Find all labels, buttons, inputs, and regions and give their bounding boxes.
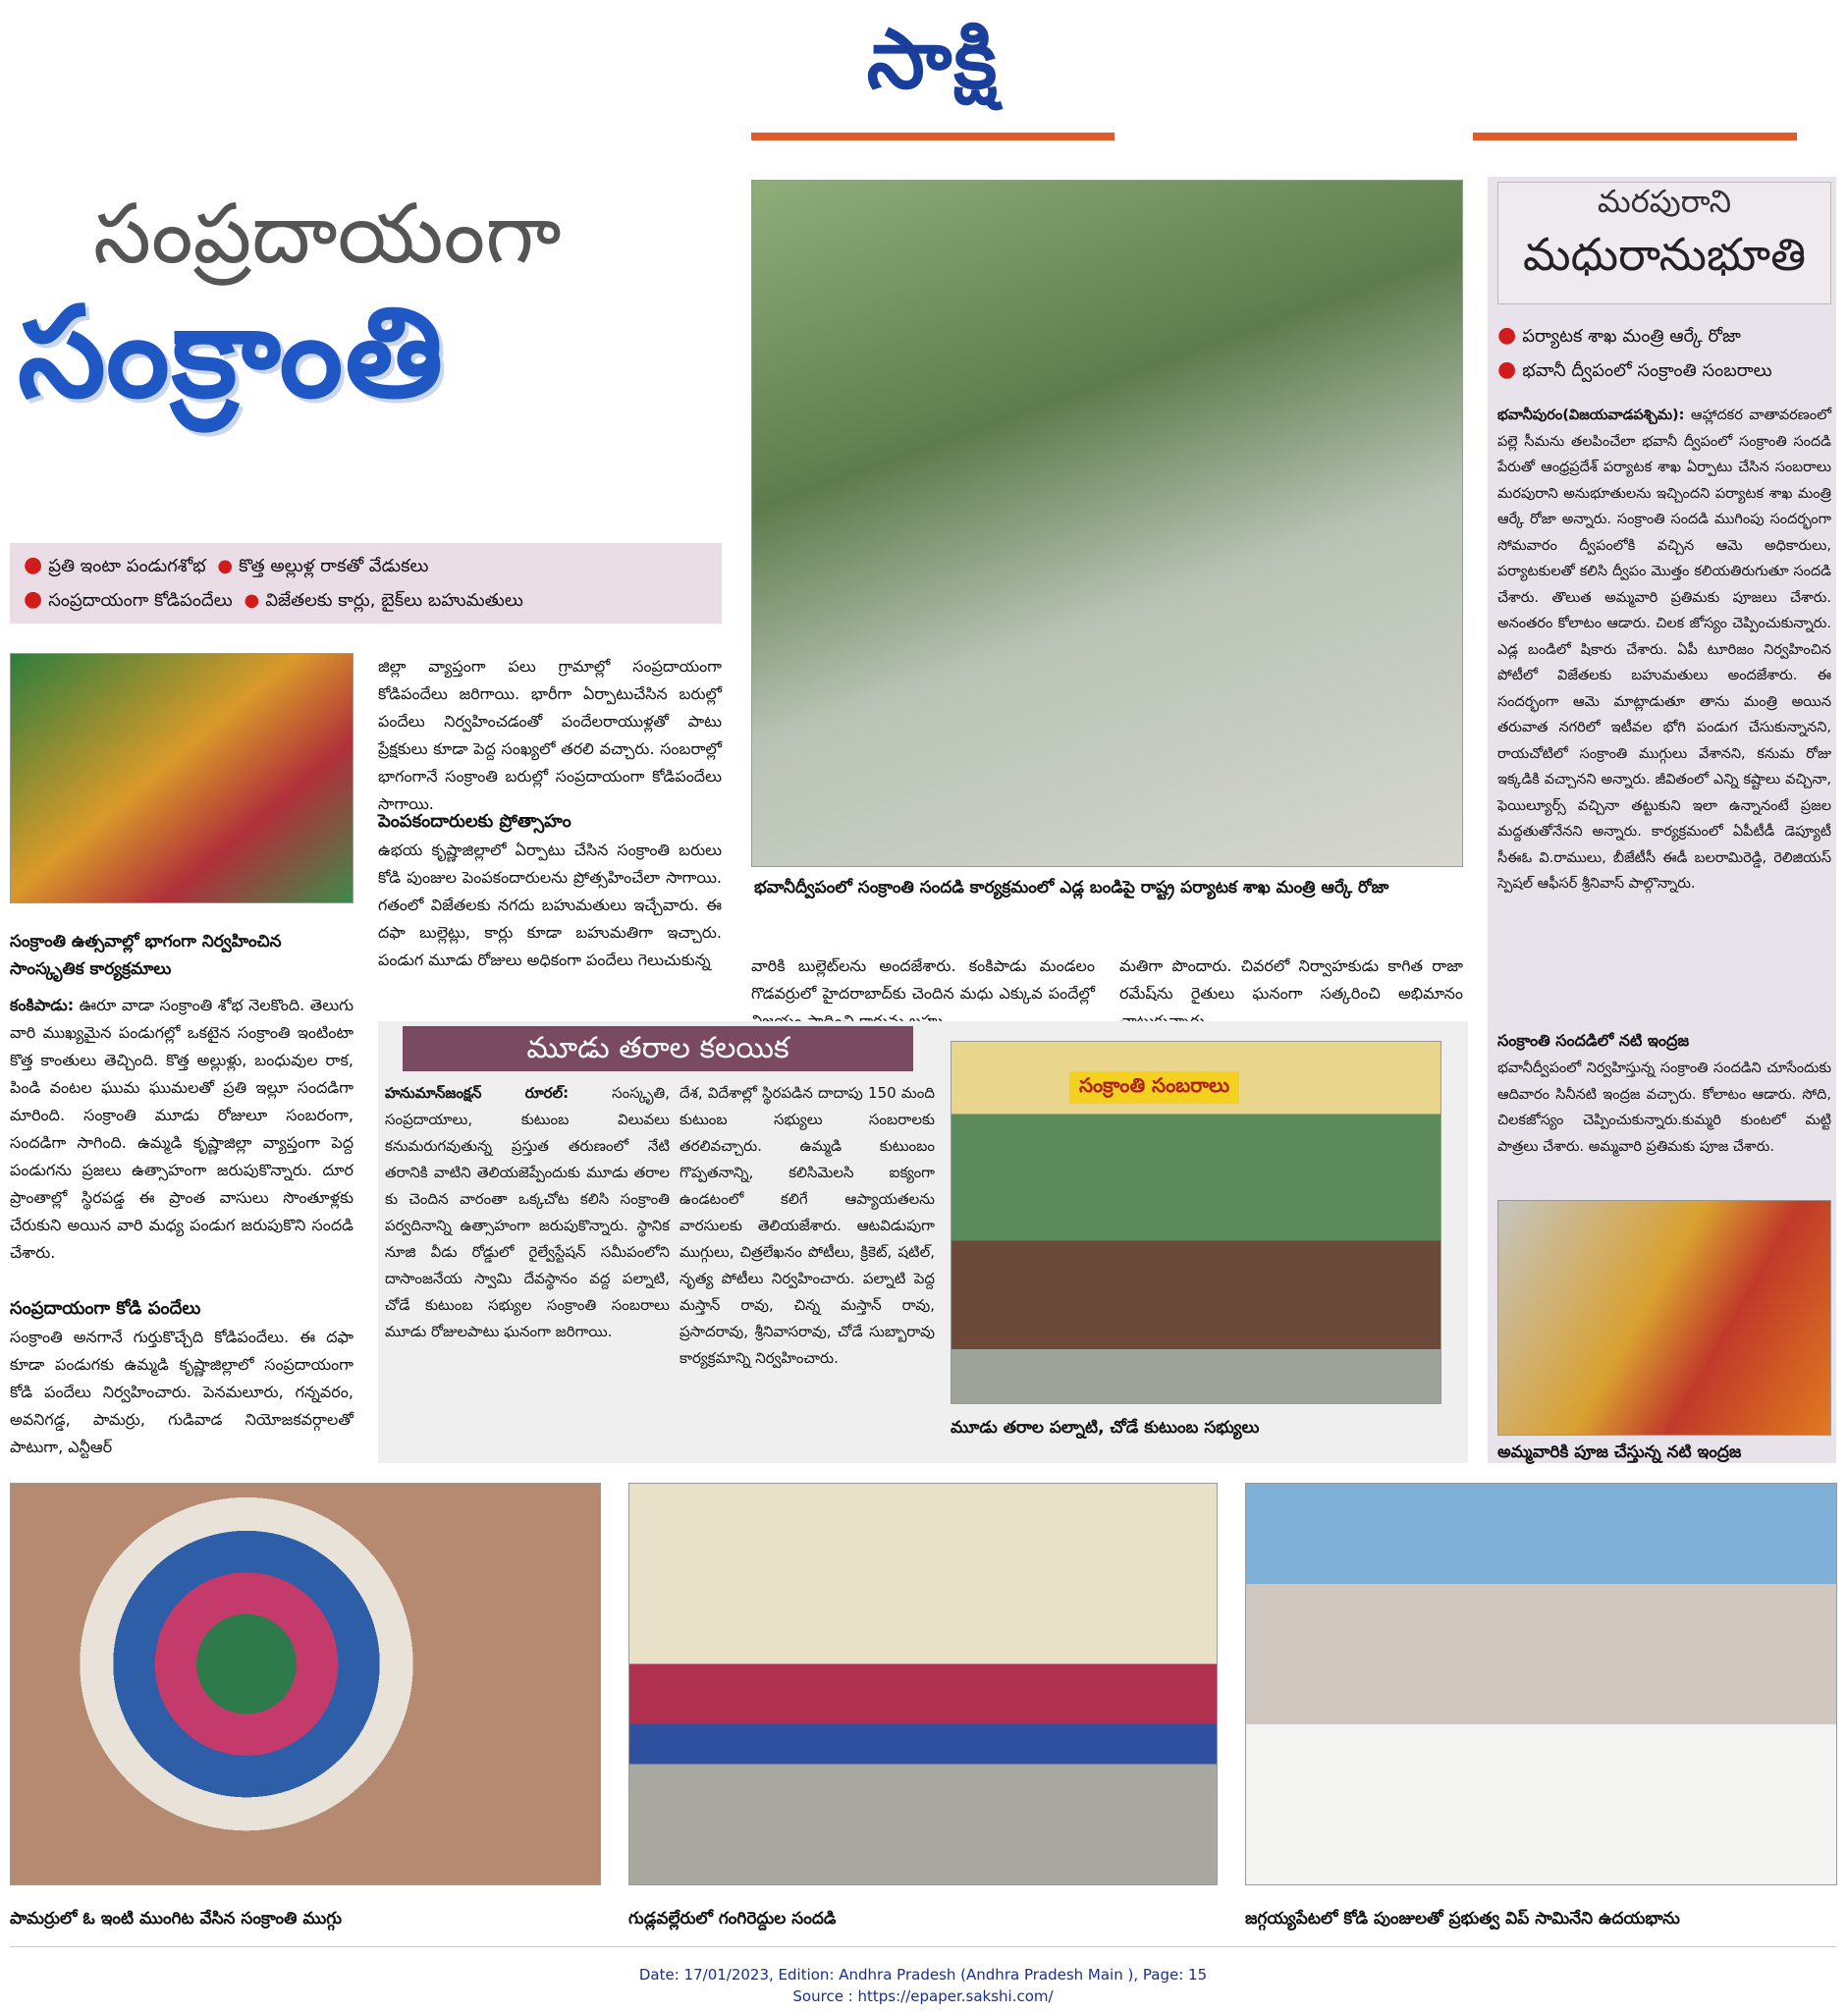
three-generations-body: సంస్కృతి, సంప్రదాయాలు, కుటుంబ విలువలు కనుమరుగవుతున్న ప్రస్తుత తరుణంలో నేటి తరానికి వాటిని తెలియజెప్పేందుకు మూడు తరాల కు చెందిన వారంతా ఒక్కచోట కలిసి సంక్రాంతి పర్వదినాన్ని ఉత్సాహంగా జరుపుకొన్నారు. స్థానిక నూజి వీడు రోడ్డులో రైల్వేస్టేషన్‌ సమీపంలోని దాసాంజనేయ స్వామి దేవస్థానం వద్ద పల్నాటి, చోడే కుటుంబ సభ్యుల సంక్రాంతి సంబరాలు మూడు రోజులపాటు ఘనంగా జరిగాయి. — [385, 1084, 670, 1340]
sidebar-title-line2: మధురానుభూతి — [1522, 228, 1807, 281]
left-story-text-2: సంక్రాంతి అనగానే గుర్తుకొచ్చేది కోడిపందేలు. ఈ దఫా కూడా పండుగకు ఉమ్మడి కృష్ణాజిల్లాలో సంప్రదాయంగా కోడి పందేలు నిర్వహించారు. పెనమలూరు, గన్నవరం, అవనిగడ్డ, పామర్రు, గుడివాడ నియోజకవర్గాలతో పాటుగా, ఎన్టీఆర్ — [10, 1328, 353, 1456]
three-generations-lead: హనుమాన్‌జంక్షన్‌ రూరల్‌: — [385, 1084, 570, 1102]
header-rule-right — [1473, 133, 1797, 140]
center-right-column-text: మతిగా పొందారు. చివరలో నిర్వాహకుడు కాగిత రాజా రమేష్‌ను రైతులు ఘనంగా సత్కరించి అభిమానం — [1119, 956, 1463, 1003]
header-rule-left — [751, 133, 1114, 140]
highlight-item: సంప్రదాయంగా కోడిపందేలు — [48, 590, 233, 611]
highlight-row — [24, 549, 708, 583]
bottom-caption-3: జగ్గయ్యపేటలో కోడి పుంజులతో ప్రభుత్వ విప్‌ సామినేని ఉదయభాను — [1245, 1909, 1680, 1929]
bullet-dot-icon: ● — [24, 553, 43, 577]
headline-line2: సంక్రాంతి — [18, 280, 446, 426]
headline-line1: సంప్రదాయంగా — [93, 186, 562, 282]
sidebar-bullets — [1497, 319, 1831, 388]
three-generations-title: మూడు తరాల కలయిక — [403, 1026, 913, 1071]
bullet-dot-icon: ● — [1497, 357, 1517, 382]
sidebar-bullet-text: భవానీ ద్వీపంలో సంక్రాంతి సంబరాలు — [1522, 360, 1772, 381]
sidebar-story-text — [1497, 403, 1831, 898]
footer-date: Date: 17/01/2023, Edition: Andhra Pradesh (Andhra Pradesh Main ), Page: 15 — [638, 1966, 1208, 1984]
masthead-logo: సాక్షి — [866, 11, 1000, 107]
left-story-lead: కంకిపాడు: — [10, 996, 75, 1014]
highlights-box — [10, 543, 722, 624]
highlight-item: విజేతలకు కార్లు, బైక్‌లు బహుమతులు — [265, 590, 523, 611]
highlight-row — [24, 583, 708, 618]
middle-column-text: జిల్లా వ్యాప్తంగా పలు గ్రామాల్లో సంప్రదాయంగా కోడిపందేలు జరిగాయి. భారీగా ఏర్పాటుచేసిన బరుల్లో పందేలు నిర్వహించడంతో పందేలరాయుళ్లతో పాటు ప్రేక్షకులు కూడా పెద్ద సంఖ్యలో తరలి వచ్చారు. సంబరాల్లో భాగంగానే సంక్రాంతి బరుల్లో సంప్రదాయంగా కోడిపందేలు సాగాయి. — [378, 657, 722, 813]
bullet-dot-icon: ● — [1497, 323, 1517, 348]
family-photo-banner: సంక్రాంతి సంబరాలు — [1069, 1071, 1239, 1104]
sidebar-title-line1: మరపురాని — [1597, 183, 1732, 220]
sidebar-story-text-2: భవానీద్వీపంలో నిర్వహిస్తున్న సంక్రాంతి సందడిని చూసేందుకు ఆదివారం సినీనటి ఇంద్రజ వచ్చారు. కోలాటం ఆడారు. సోది, చిలకజోస్యం చెప్పించుకున్నారు.కుమ్మరి కుంటలో మట్టి పాత్రలు చేశారు. అమ్మవారి ప్రతిమకు పూజ చేశారు. — [1497, 1061, 1831, 1155]
three-generations-col2: దేశ, విదేశాల్లో స్థిరపడిన దాదాపు 150 మంది కుటుంబ సభ్యులు సంబరాలకు తరలివచ్చారు. ఉమ్మడి కుటుంబం గొప్పతనాన్ని, కలిసిమెలసి ఐక్యంగా ఉండటంలో కలిగే ఆప్యాయతలను వారసులకు తెలియజేశారు. ఆటవిడుపుగా ముగ్గులు, చిత్రలేఖనం పోటీలు, క్రికెట్‌, షటిల్‌, నృత్య పోటీలు నిర్వహించారు. పల్నాటి పెద్ద మస్తాన్‌ రావు, చిన్న మస్తాన్‌ రావు, ప్రసాదరావు, శ్రీనివాసరావు, చోడే సుబ్బారావు కార్యక్రమాన్ని నిర్వహించారు. — [679, 1084, 935, 1367]
sidebar-story-lead: భవానీపురం(విజయవాడపశ్చిమ): — [1497, 408, 1685, 423]
bottom-caption-2: గుడ్లవల్లేరులో గంగిరెద్దుల సందడి — [628, 1909, 837, 1929]
sidebar-title-box — [1497, 182, 1831, 304]
family-photo — [951, 1041, 1441, 1404]
three-generations-col1 — [385, 1080, 670, 1345]
highlight-item: ప్రతి ఇంటా పండుగశోభ — [48, 556, 206, 576]
left-photo-caption: సంక్రాంతి ఉత్సవాల్లో భాగంగా నిర్వహించిన సాంస్కృతిక కార్యక్రమాలు — [10, 932, 282, 979]
family-photo-caption: మూడు తరాల పల్నాటి, చోడే కుటుంబ సభ్యులు — [951, 1418, 1260, 1438]
bullet-dot-icon: ● — [244, 590, 260, 611]
bottom-photo-muggu — [10, 1483, 601, 1885]
indraja-photo-caption: అమ్మవారికి పూజ చేస్తున్న నటి ఇంద్రజ — [1497, 1442, 1742, 1462]
sidebar-story-body: ఆహ్లాదకర వాతావరణంలో పల్లె సీమను తలపించేలా భవానీ ద్వీపంలో సంక్రాంతి సందడి పేరుతో ఆంధ్రప్రదేశ్‌ పర్యాటక శాఖ ఏర్పాటు చేసిన సంబరాలు మరపురాని అనుభూతులను ఇచ్చిందని పర్యాటక శాఖ మంత్రి ఆర్కే రోజా అన్నారు. సంక్రాంతి సందడి ముగింపు సందర్భంగా సోమవారం ద్వీపంలోకి వచ్చిన ఆమె అధికారులు, పర్యాటకులతో కలిసి ద్వీపం మొత్తం కలియతిరుగుతూ సందడి చేశారు. తొలుత అమ్మవారి ప్రతిమకు పూజలు చేశారు. అనంతరం కోలాటం ఆడారు. చిలక జోస్యం చెప్పించుకున్నారు. ఎడ్ల బండిలో షికారు చేశారు. ఏపీ టూరిజం నిర్వహించిన పోటీలో విజేతలకు బహుమతులు అందజేశారు. ఈ సందర్భంగా ఆమె మాట్లాడుతూ తాను మంత్రి అయిన తరువాత నగరిలో ఇటీవల భోగి పండుగ చేసుకున్నానని, రాయచోటిలో సంక్రాంతి ముగ్గులు వేశానని, కనుమ రోజు ఇక్కడికి వచ్చానని అన్నారు. జీవితంలో ఎన్ని కష్టాలు వచ్చినా, ఫెయిల్యూర్స్‌ వచ్చినా తట్టుకుని ఇలా ఉన్నానంటే ప్రజల మద్దతుతోనేనని అన్నారు. కార్యక్రమంలో ఏపీటీడీ డెప్యూటీ సీఈఓ వి.రాములు, బీజేటీసీ ఈడీ బలరామిరెడ్డి, రెలిజియస్‌ స్పెషల్‌ ఆఫీసర్‌ శ్రీనివాస్‌ పాల్గొన్నారు. — [1497, 408, 1831, 892]
bottom-caption-1: పామర్రులో ఓ ఇంటి ముంగిట వేసిన సంక్రాంతి ముగ్గు — [10, 1909, 342, 1929]
middle-subhead: పెంపకందారులకు ప్రోత్సాహం — [378, 811, 571, 832]
center-column-text: వారికి బుల్లెట్‌లను అందజేశారు. కంకిపాడు మండలం గొడవర్రులో హైదరాబాద్‌కు చెందిన మధు ఎక్కువ పందేల్లో — [751, 956, 1095, 1003]
footer-source: Source : https://epaper.sakshi.com/ — [792, 1987, 1054, 2005]
sidebar-bullet-text: పర్యాటక శాఖ మంత్రి ఆర్కే రోజా — [1522, 326, 1741, 347]
main-photo-bullock-cart — [751, 180, 1463, 867]
bottom-photo-rooster — [1245, 1483, 1837, 1885]
left-story-subhead: సంప్రదాయంగా కోడి పందేలు — [10, 1298, 201, 1319]
indraja-photo — [1497, 1200, 1831, 1436]
footer-divider — [10, 1946, 1836, 1947]
bullet-dot-icon: ● — [217, 556, 234, 576]
sidebar-bullet — [1497, 354, 1831, 388]
left-photo-dance — [10, 653, 353, 903]
left-story-text — [10, 992, 353, 1267]
bullet-dot-icon: ● — [24, 587, 43, 612]
bottom-photo-gangireddu — [628, 1483, 1218, 1885]
left-story-body: ఊరూ వాడా సంక్రాంతి శోభ నెలకొంది. తెలుగు వారి ముఖ్యమైన పండుగల్లో ఒకటైన సంక్రాంతి ఇంటింటా కొత్త కాంతులు తెచ్చింది. కొత్త అల్లుళ్లు, బంధువుల రాక, పిండి వంటల ఘుమ ఘుమలతో ప్రతి ఇల్లూ సందడిగా మారింది. సంక్రాంతి మూడు రోజులూ సంబరంగా, సందడిగా సాగింది. ఉమ్మడి కృష్ణాజిల్లా వ్యాప్తంగా పెద్ద పండుగను ప్రజలు ఉత్సాహంగా జరుపుకొన్నారు. దూర ప్రాంతాల్లో స్థిరపడ్డ ఈ ప్రాంత వాసులు సొంతూళ్లకు చేరుకుని అయిన వారి మధ్య పండుగ జరుపుకొని సందడి చేశారు. — [10, 996, 353, 1262]
highlight-item: కొత్త అల్లుళ్ల రాకతో వేడుకలు — [239, 556, 429, 576]
sidebar-subhead: సంక్రాంతి సందడిలో నటి ఇంద్రజ — [1497, 1031, 1690, 1050]
middle-column-text-2: ఉభయ కృష్ణాజిల్లాలో ఏర్పాటు చేసిన సంక్రాంతి బరులు కోడి పుంజుల పెంపకందారులను ప్రోత్సహించేలా సాగాయి. గతంలో విజేతలకు నగదు బహుమతులు ఇచ్చేవారు. ఈ దఫా బుల్లెట్లు, కార్లు కూడా బహుమతిగా ఇచ్చారు. పండుగ మూడు రోజులు అధికంగా పందేలు గెలుచుకున్న — [378, 841, 722, 969]
sidebar-bullet — [1497, 319, 1831, 354]
main-photo-caption: భవానీద్వీపంలో సంక్రాంతి సందడి కార్యక్రమంలో ఎడ్ల బండిపై రాష్ట్ర పర్యాటక శాఖ మంత్రి ఆర్కే రోజా — [754, 878, 1389, 898]
